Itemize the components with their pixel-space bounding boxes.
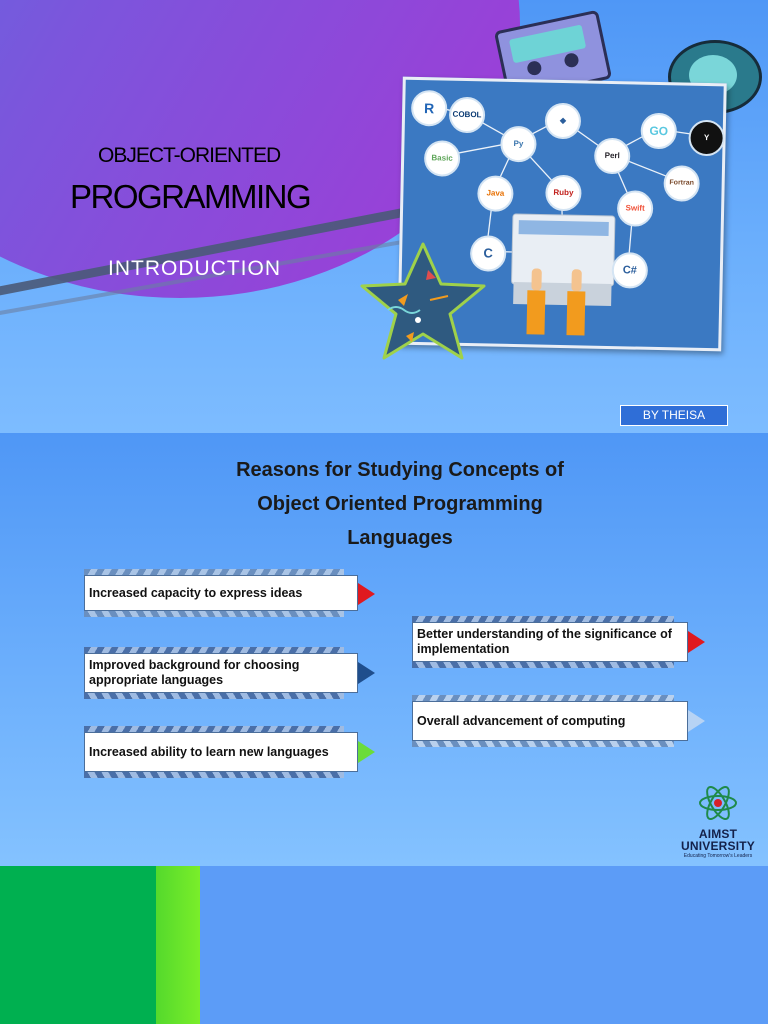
green-block-decoration bbox=[0, 866, 158, 1024]
fortran-language-icon: Fortran bbox=[663, 165, 700, 202]
arrow-tip bbox=[358, 583, 375, 605]
reason-text: Better understanding of the significance of implementation bbox=[412, 622, 688, 662]
logo-line1: AIMST bbox=[698, 827, 738, 841]
laptop-icon bbox=[510, 214, 614, 336]
title-slide bbox=[0, 0, 768, 433]
java-language-icon: Java bbox=[477, 175, 514, 212]
yii-language-icon: Y bbox=[688, 120, 725, 157]
go-language-icon: GO bbox=[640, 113, 677, 150]
ruby-language-icon: Ruby bbox=[545, 175, 582, 212]
reason-arrow bbox=[84, 726, 376, 776]
basic-language-icon: Basic bbox=[424, 140, 461, 177]
r-language-icon: R bbox=[411, 90, 448, 127]
reason-text: Overall advancement of computing bbox=[412, 701, 688, 741]
cobol-language-icon: COBOL bbox=[449, 97, 486, 134]
reason-text: Improved background for choosing appropriate languages bbox=[84, 653, 358, 693]
slide-heading bbox=[180, 453, 620, 555]
perl-language-icon: Perl bbox=[594, 138, 631, 175]
third-slide-preview bbox=[0, 866, 768, 1024]
arrow-tip bbox=[688, 631, 705, 653]
reasons-slide bbox=[0, 433, 768, 866]
reason-text: Increased ability to learn new languages bbox=[84, 732, 358, 772]
reason-arrow bbox=[84, 569, 376, 615]
author-badge: BY THEISA bbox=[620, 405, 728, 426]
swift-language-icon: Swift bbox=[617, 190, 654, 227]
heading-line: Reasons for Studying Concepts of bbox=[236, 459, 564, 481]
c-language-icon: C bbox=[470, 235, 507, 272]
reason-arrow bbox=[412, 616, 706, 666]
arrow-tip bbox=[358, 662, 375, 684]
slide-title: PROGRAMMING bbox=[70, 178, 311, 215]
atom-logo-icon bbox=[698, 783, 738, 823]
heading-line: Object Oriented Programming bbox=[257, 493, 543, 515]
csharp-language-icon: C# bbox=[611, 252, 648, 289]
lime-stripe-decoration bbox=[156, 866, 200, 1024]
arrow-tip bbox=[358, 741, 375, 763]
university-logo bbox=[676, 783, 760, 859]
logo-line2: UNIVERSITY bbox=[680, 839, 755, 853]
slide-intro-label: INTRODUCTION bbox=[108, 257, 281, 280]
reason-arrow bbox=[412, 695, 706, 745]
reason-text: Increased capacity to express ideas bbox=[84, 575, 358, 611]
slide-subtitle: OBJECT-ORIENTED bbox=[98, 144, 281, 167]
python-language-icon: Py bbox=[500, 126, 537, 163]
heading-line: Languages bbox=[347, 527, 453, 549]
diamond-language-icon: ◆ bbox=[545, 103, 582, 140]
reason-arrow bbox=[84, 647, 376, 697]
arrow-tip bbox=[688, 710, 705, 732]
logo-tagline: Educating Tomorrow's Leaders bbox=[683, 853, 753, 859]
star-sticker-icon bbox=[358, 240, 488, 370]
